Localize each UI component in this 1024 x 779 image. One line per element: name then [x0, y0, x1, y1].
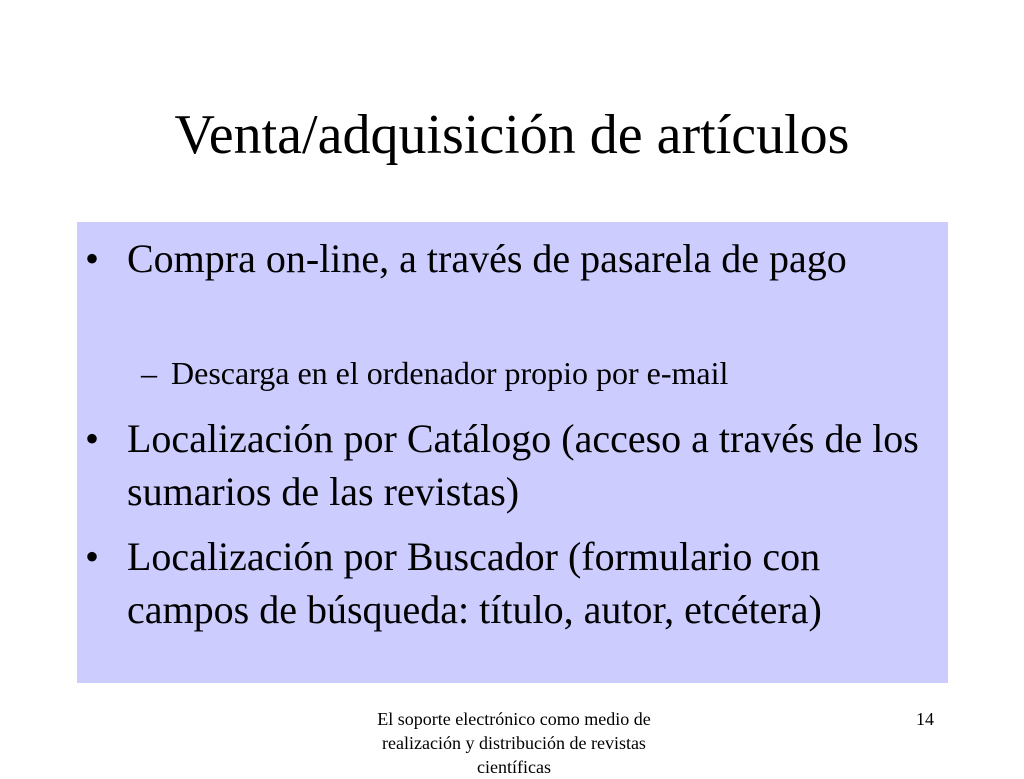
bullet-marker: •: [85, 416, 100, 461]
sub-bullet-item: [141, 352, 931, 394]
bullet-text: Localización por Catálogo (acceso a través de los sumarios de las revistas): [127, 416, 919, 514]
slide-title: Venta/adquisición de artículos: [174, 104, 850, 166]
bullet-text: Compra on-line, a través de pasarela de pago: [127, 236, 847, 281]
content-box: [77, 222, 948, 683]
bullet-marker: •: [85, 534, 100, 579]
bullet-text: Localización por Buscador (formulario con campos de búsqueda: título, autor, etcétera): [127, 534, 822, 632]
bullet-item: [85, 530, 935, 636]
bullet-item: [85, 232, 935, 285]
page-number: 14: [916, 709, 934, 729]
sub-bullet-text: Descarga en el ordenador propio por e-mail: [171, 355, 729, 391]
bullet-marker: •: [85, 236, 100, 281]
footer-text: El soporte electrónico como medio de realización y distribución de revistas científicas: [377, 709, 651, 777]
sub-bullet-marker: –: [141, 355, 157, 391]
bullet-item: [85, 412, 935, 518]
